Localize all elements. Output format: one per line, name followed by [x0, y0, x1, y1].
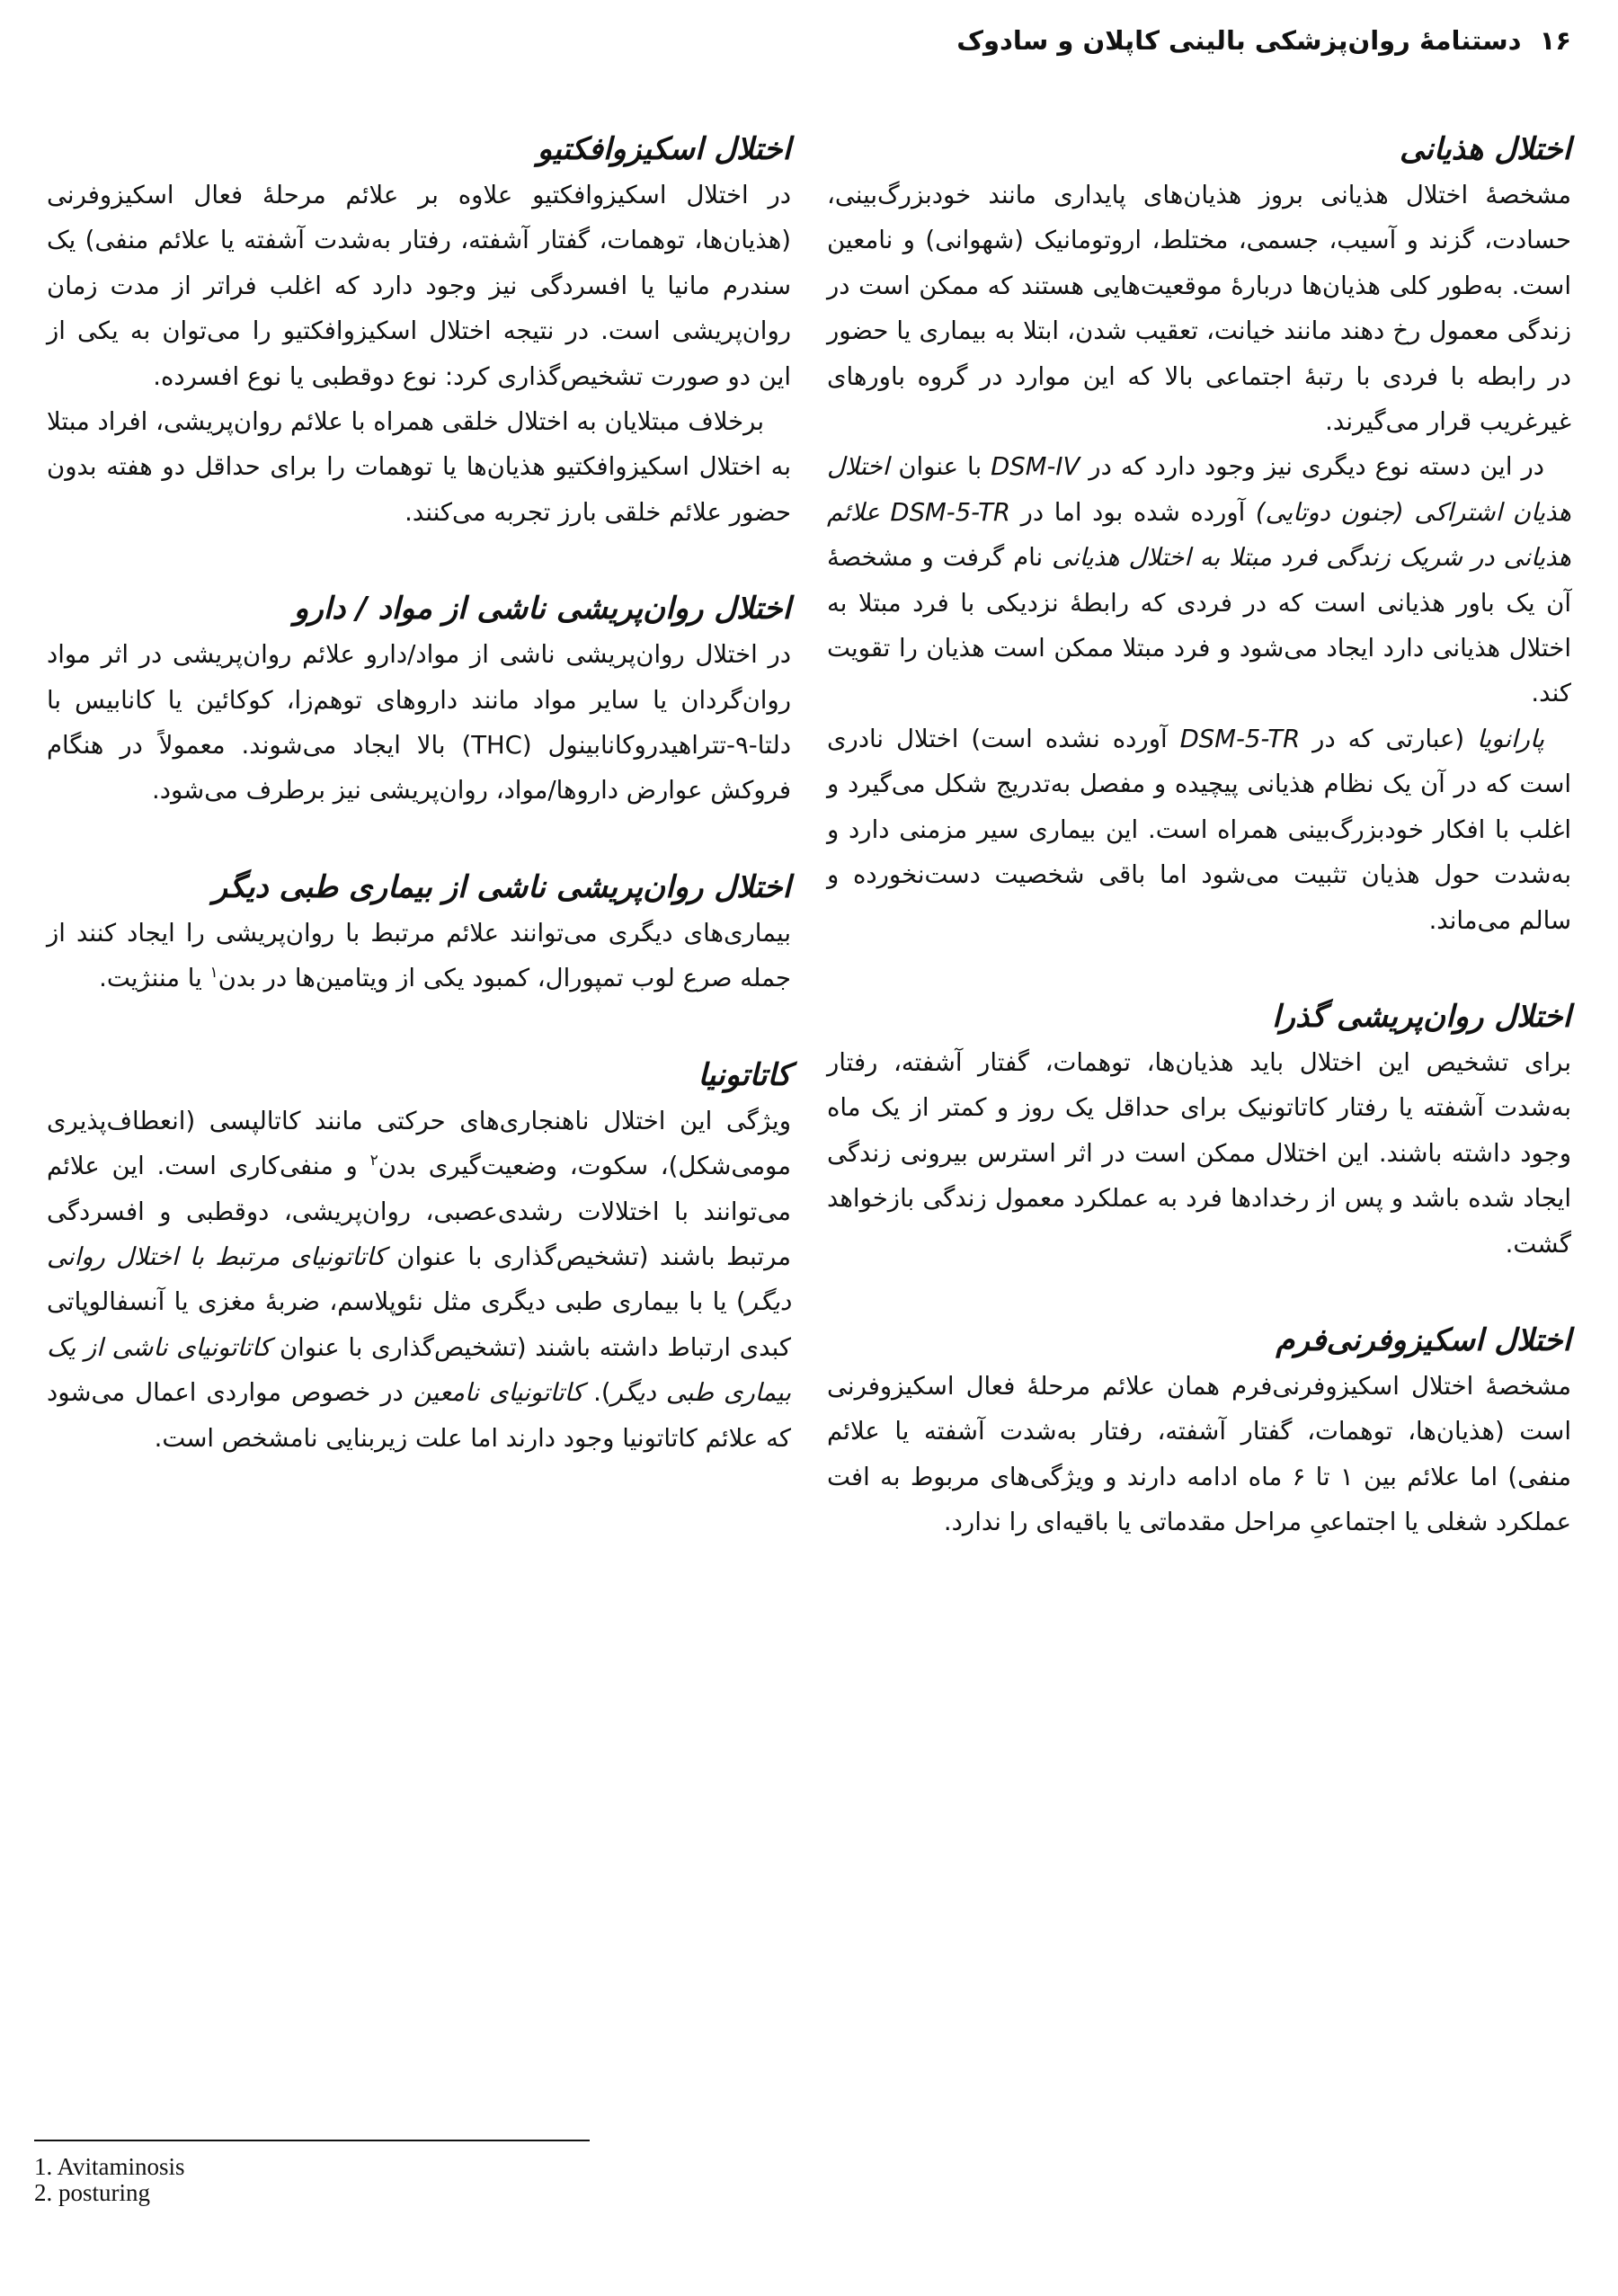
footnote-marker[interactable]: ۱ — [209, 964, 218, 983]
paragraph: بیماری‌های دیگری می‌توانند علائم مرتبط با روان‌پریشی را ایجاد کنند از جمله صرع لوب تمپورال، کمبود یکی از ویتامین‌ها در بدن$^۱$ یا مننژیت. — [47, 918, 791, 993]
footnote-1: 1. Avitaminosis — [34, 2153, 185, 2180]
section-title-delusional-disorder: اختلال هذیانی — [1400, 131, 1571, 167]
paragraph: در این دسته نوع دیگری نیز وجود دارد که در DSM-IV با عنوان اختلال هذیان اشتراکی (جنون دوتایی) آورده شده بود اما در DSM-5-TR علائم هذیانی در شریک زندگی فرد مبتلا به اختلال هذیانی نام گرفت و مشخصهٔ آن یک باور هذیانی است که در فردی که رابطهٔ نزدیکی با فرد مبتلا به اختلال هذیانی دارد ایجاد می‌شود و فرد مبتلا ممکن است هذیان را تقویت کند. — [827, 452, 1572, 708]
page-number: ۱۶ — [1539, 25, 1571, 56]
right-column — [827, 126, 1571, 1545]
running-header — [47, 25, 1571, 56]
paragraph: مشخصهٔ اختلال هذیانی بروز هذیان‌های پایداری مانند خودبزرگ‌بینی، حسادت، گزند و آسیب، جسمی، مختلط، اروتومانیک (شهوانی) و نامعین است. به‌طور کلی هذیان‌ها دربارهٔ موقعیت‌هایی هستند که ممکن است در زندگی معمول رخ دهند مانند خیانت، تعقیب شدن، ابتلا به بیماری یا حضور در رابطه با فردی با رتبهٔ اجتماعی بالا که این موارد در گروه باورهای غیرغریب قرار می‌گیرند. — [827, 181, 1571, 437]
footnote-rule — [34, 2140, 590, 2141]
footnote-2: 2. posturing — [34, 2179, 151, 2206]
section-title-schizophreniform-disorder: اختلال اسکیزوفرنی‌فرم — [1276, 1322, 1571, 1358]
paragraph: مشخصهٔ اختلال اسکیزوفرنی‌فرم همان علائم مرحلهٔ فعال اسکیزوفرنی است (هذیان‌ها، توهمات، گفتار آشفته، رفتار به‌شدت آشفته یا علائم منفی) اما علائم بین ۱ تا ۶ ماه ادامه دارند و ویژگی‌های مربوط به افت عملکرد شغلی یا اجتماعیِ مراحل مقدماتی یا باقیه‌ای را ندارد. — [827, 1371, 1571, 1537]
footnotes — [34, 2140, 609, 2206]
left-column — [47, 126, 791, 1461]
paragraph: ویژگی این اختلال ناهنجاری‌های حرکتی مانند کاتالپسی (انعطاف‌پذیری مومی‌شکل)، سکوت، وضعیت‌گیری بدن$^۲$ و منفی‌کاری است. این علائم می‌توانند با اختلالات رشدی‌عصبی، روان‌پریشی، دوقطبی و افسردگی مرتبط باشند (تشخیص‌گذاری با عنوان کاتاتونیای مرتبط با اختلال روانی دیگر) یا با بیماری طبی دیگری مثل نئوپلاسم، ضربهٔ مغزی یا آنسفالوپاتی کبدی ارتباط داشته باشند (تشخیص‌گذاری با عنوان کاتاتونیای ناشی از یک بیماری طبی دیگر). کاتاتونیای نامعین در خصوص مواردی اعمال می‌شود که علائم کاتاتونیا وجود دارند اما علت زیربنایی نامشخص است. — [47, 1106, 791, 1453]
paragraph: در اختلال روان‌پریشی ناشی از مواد/دارو علائم روان‌پریشی در اثر مواد روان‌گردان یا سایر مواد مانند داروهای توهم‌زا، کوکائین یا کانابیس با دلتا-۹-تتراهیدروکانابینول (THC) بالا ایجاد می‌شوند. معمولاً در هنگام فروکش عوارض داروها/مواد، روان‌پریشی نیز برطرف می‌شود. — [47, 640, 792, 805]
footnote-marker[interactable]: ۲ — [369, 1151, 378, 1170]
section-title-brief-psychotic-disorder: اختلال روان‌پریشی گذرا — [1272, 998, 1571, 1035]
paragraph: برای تشخیص این اختلال باید هذیان‌ها، توهمات، گفتار آشفته، رفتار به‌شدت آشفته یا رفتار کاتاتونیک برای حداقل یک روز و کمتر از یک ماه وجود داشته باشند. این اختلال ممکن است در اثر استرس بیرونی زندگی ایجاد شده باشد و پس از رخدادها فرد به عملکرد معمول زندگی بازخواهد گشت. — [827, 1047, 1571, 1259]
section-title-psychosis-due-to-medical-condition: اختلال روان‌پریشی ناشی از بیماری طبی دیگر — [212, 868, 791, 905]
section-title-schizoaffective-disorder: اختلال اسکیزوافکتیو — [537, 131, 791, 167]
running-title: دستنامهٔ روان‌پزشکی بالینی کاپلان و سادوک — [956, 25, 1522, 56]
paragraph: پارانویا (عبارتی که در DSM-5-TR آورده نشده است) اختلال نادری است که در آن یک نظام هذیانی پیچیده و مفصل به‌تدریج شکل می‌گیرد و اغلب با افکار خودبزرگ‌بینی همراه است. این بیماری سیر مزمنی دارد و به‌شدت حول هذیان تثبیت می‌شود اما باقی شخصیت دست‌نخورده و سالم می‌ماند. — [827, 724, 1571, 935]
paragraph: برخلاف مبتلایان به اختلال خلقی همراه با علائم روان‌پریشی، افراد مبتلا به اختلال اسکیزوافکتیو هذیان‌ها یا توهمات را برای حداقل دو هفته بدون حضور علائم خلقی بارز تجربه می‌کنند. — [47, 407, 791, 527]
paragraph: در اختلال اسکیزوافکتیو علاوه بر علائم مرحلهٔ فعال اسکیزوفرنی (هذیان‌ها، توهمات، گفتار آشفته، رفتار به‌شدت آشفته یا علائم منفی) یک سندرم مانیا یا افسردگی نیز وجود دارد که اغلب فراتر از مدت زمان روان‌پریشی است. در نتیجه اختلال اسکیزوافکتیو را می‌توان به یکی از این دو صورت تشخیص‌گذاری کرد: نوع دوقطبی یا نوع افسرده. — [47, 181, 791, 391]
section-title-catatonia: کاتاتونیا — [698, 1056, 791, 1093]
section-title-substance-induced-psychosis: اختلال روان‌پریشی ناشی از مواد / دارو — [293, 591, 791, 627]
